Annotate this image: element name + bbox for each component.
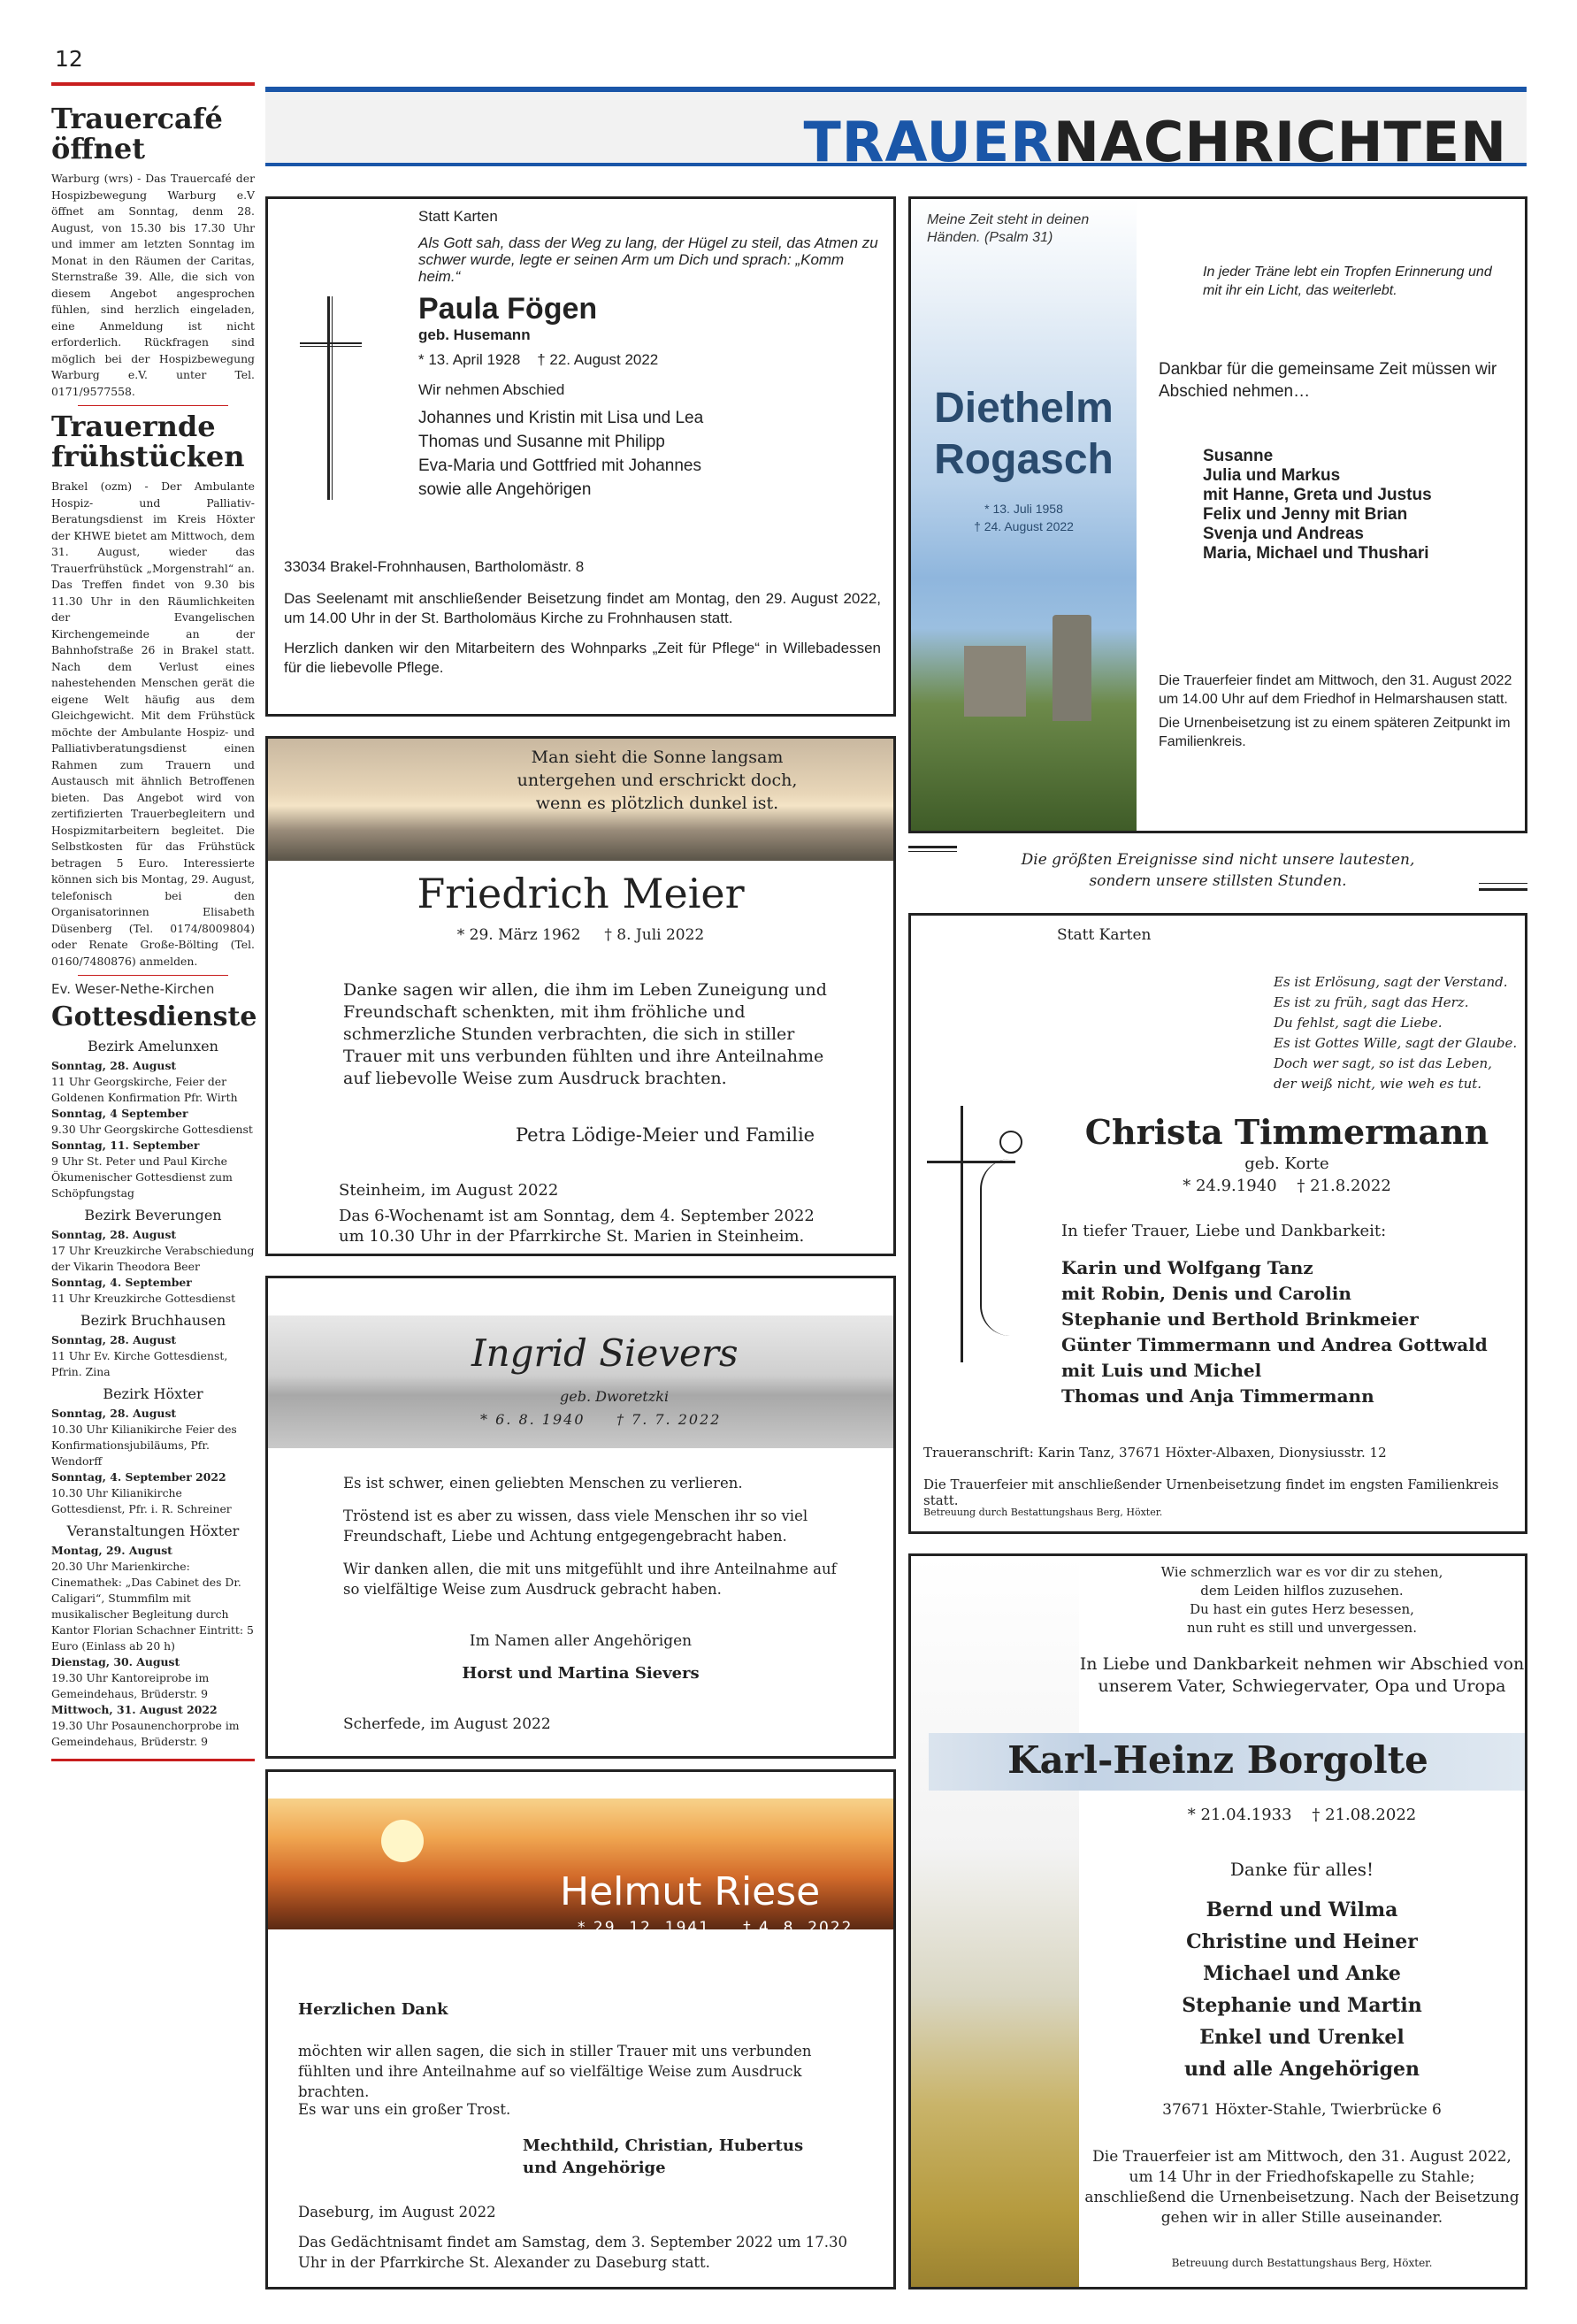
family-member: Eva-Maria und Gottfried mit Johannes [418,456,701,475]
family-member: Enkel und Urenkel [1199,2026,1405,2049]
deceased-name: Paula Fögen [418,292,598,326]
obituary-paula-foegen [265,196,896,717]
service-date: Dienstag, 30. August [51,1655,180,1668]
obituary-friedrich-meier [265,736,896,1256]
sidebar-article-3-title: Gottesdienste [51,1001,257,1032]
family-member: Thomas und Susanne mit Philipp [418,433,665,451]
deceased-name: Karl-Heinz Borgolte [1007,1738,1428,1782]
birth-date: * 13. Juli 1958 [984,502,1063,516]
family-list [1079,1894,1525,2085]
sidebar-article-1-text: Warburg (wrs) - Das Trauercafé der Hospizbewegung Warburg e.V öffnet am Sonntag, denm 28. August, von 15.30 bis 17.30 Uhr und immer am letzten Sonntag im Monat in den Räumen der Caritas, Sternstraße 39. Alle, die sich von diesem Angebot angesprochen fühlen, sind herzlich eingeladen, eine Anmeldung ist nicht erforderlich. Rückfragen sind möglich bei der Hospizbewegung Warburg e.V. unter Tel. 0171/9577558. [51,172,255,398]
district-heading: Bezirk Höxter [103,1385,203,1402]
service-entry [51,1543,255,1654]
page-number: 12 [55,46,83,72]
cross-with-rose-icon [927,1106,1033,1362]
verse-line: dem Leiden hilflos zuzusehen. [1200,1583,1404,1599]
service-info: Die Trauerfeier mit anschließender Urnenbeisetzung findet im engsten Familienkreis statt. [923,1476,1499,1508]
district-heading: Bezirk Amelunxen [88,1038,218,1055]
family-member: und alle Angehörigen [1183,2058,1420,2081]
life-dates: * 21.04.1933 † 21.08.2022 [1187,1806,1417,1824]
service-entry [51,1227,255,1275]
signature: Horst und Martina Sievers [462,1664,700,1683]
district-heading: Bezirk Beverungen [84,1207,222,1223]
cross-icon [300,296,362,500]
family-list [1203,447,1521,564]
church-service-list [51,1038,255,1750]
sidebar-article-2-title: Trauernde frühstücken [51,410,245,473]
section-title: TRAUERNACHRICHTEN [803,110,1507,174]
sidebar-article-1-title: Trauercafé öffnet [51,102,223,165]
family-list [1061,1255,1521,1409]
service-date: Sonntag, 4 September [51,1107,188,1120]
verse-line: Du hast ein gutes Herz besessen, [1190,1601,1414,1617]
birth-name: geb. Korte [1244,1154,1329,1173]
sidebar-kicker: Ev. Weser-Nethe-Kirchen [51,981,215,997]
birth-name: geb. Husemann [418,326,531,343]
service-entry [51,1332,255,1380]
service-date: Sonntag, 28. August [51,1059,177,1072]
intro-line: In Liebe und Dankbarkeit nehmen wir Abschied von unserem Vater, Schwiegervater, Opa und Uropa [1079,1654,1525,1696]
service-date: Sonntag, 11. September [51,1139,200,1152]
service-entry [51,1275,255,1307]
service-entry [51,1654,255,1702]
verse-line: Es ist zu früh, sagt das Herz. [1274,994,1469,1010]
deceased-name: Ingrid Sievers [471,1331,739,1375]
family-member: Stephanie und Berthold Brinkmeier [1061,1308,1419,1330]
death-date: † 24. August 2022 [974,519,1074,533]
service-entry [51,1469,255,1517]
statt-karten: Statt Karten [418,208,498,225]
service-info: Das Seelenamt mit anschließender Beisetzung findet am Montag, den 29. August 2022, um 14.00 Uhr in der St. Bartholomäus Kirche zu Frohnhausen statt. [284,590,881,626]
service-entry [51,1406,255,1469]
service-text: 9.30 Uhr Georgskirche Gottesdienst [51,1123,253,1136]
sidebar [51,82,255,2289]
obituary-christa-timmermann [908,913,1527,1534]
service-text: 11 Uhr Ev. Kirche Gottesdienst, Pfrin. Zina [51,1349,228,1378]
name-first: Diethelm [934,385,1114,432]
statt-karten: Statt Karten [1057,926,1152,944]
service-text: 11 Uhr Georgskirche, Feier der Goldenen Konfirmation Pfr. Wirth [51,1075,238,1104]
service-date: Sonntag, 28. August [51,1333,177,1346]
address: 33034 Brakel-Frohnhausen, Bartholomästr. 8 [284,558,585,575]
service-info: Die Trauerfeier ist am Mittwoch, den 31. August 2022, um 14 Uhr in der Friedhofskapelle zu Stahle; anschließend die Urnenbeisetzung. Nach der Beisetzung gehen wir in aller Stille auseinander. [1084,2148,1520,2227]
urn-info: Die Urnenbeisetzung ist zu einem späteren Zeitpunkt im Familienkreis. [1159,716,1511,749]
place-date: Daseburg, im August 2022 [298,2204,496,2220]
comfort-line: Es war uns ein großer Trost. [298,2101,511,2118]
life-dates: * 29. März 1962 † 8. Juli 2022 [456,926,705,944]
service-date: Montag, 29. August [51,1544,172,1557]
service-text: 17 Uhr Kreuzkirche Verabschiedung der Vikarin Theodora Beer [51,1244,255,1273]
family-member: Stephanie und Martin [1182,1994,1422,2017]
section-header [265,87,1527,174]
address: 37671 Höxter-Stahle, Twierbrücke 6 [1162,2101,1442,2119]
text-3: Wir danken allen, die mit uns mitgefühlt und ihre Anteilnahme auf so vielfältige Weise zum Ausdruck gebracht haben. [343,1561,837,1598]
thanks-text: Danke sagen wir allen, die ihm im Leben Zuneigung und Freundschaft schenkten, mit ihm fröhliche und schmerzliche Stunden verbrachten, die sich in stiller Trauer mit uns verbunden fühlten und ihre Anteilnahme auf liebevolle Weise zum Ausdruck brachten. [343,980,827,1088]
family-member: mit Hanne, Greta und Justus [1203,486,1432,504]
sidebar-article-2-text: Brakel (ozm) - Der Ambulante Hospiz- und Palliativ-Beratungsdienst im Kreis Höxter der KHWE bietet am Mittwoch, dem 31. August, wieder das Trauerfrühstück „Morgenstrahl“ an. Das Treffen findet von 9.30 bis 11.30 Uhr in den Räumlichkeiten der Evangelischen Kirchengemeinde an der Bahnhofstraße 26 in Brakel statt. Nach dem Verlust eines nahestehenden Menschen gerät die eigene Welt häufig aus dem Gleichgewicht. Mit dem Frühstück möchte der Ambulante Hospiz- und Palliativberatungsdienst einen Rahmen zum Trauern und Austausch mit ähnlich Betroffenen bieten. Das Angebot wird von zertifizierten Trauerbegleitern und Hospizmitarbeitern begleitet. Die Selbstkosten für das Frühstück betragen 5 Euro. Interessierte können sich bis Montag, 29. August, telefonisch bei den Organisatorinnen Elisabeth Düsenberg (Tel. 0174/8009804) oder Renate Große-Bölting (Tel. 0160/7480876) anmelden. [51,479,255,968]
service-entry [51,1058,255,1106]
family-member: Michael und Anke [1203,1962,1401,1985]
obituary-ingrid-sievers [265,1276,896,1759]
family-list [418,406,878,502]
service-entry [51,1138,255,1201]
text-2: Tröstend ist es aber zu wissen, dass viele Menschen ihr so viel Freundschaft, Liebe und Achtung entgegengebracht haben. [343,1507,808,1545]
signature: Petra Lödige-Meier und Familie [516,1124,815,1146]
mourning-address: Traueranschrift: Karin Tanz, 37671 Höxter-Albaxen, Dionysiusstr. 12 [923,1445,1387,1461]
verse-line: Wie schmerzlich war es vor dir zu stehen, [1160,1564,1443,1580]
deceased-name: Helmut Riese [560,1869,821,1914]
family-member: Svenja und Andreas [1203,525,1364,543]
verse: Als Gott sah, dass der Weg zu lang, der Hügel zu steil, das Atmen zu schwer wurde, legte er seinen Arm um Dich und sprach: „Komm heim.“ [418,234,878,285]
service-date: Sonntag, 28. August [51,1228,177,1241]
undertaker: Betreuung durch Bestattungshaus Berg, Höxter. [923,1507,1163,1518]
life-dates: * 24.9.1940 † 21.8.2022 [1183,1177,1391,1195]
birth-name: geb. Dworetzki [560,1388,670,1405]
verse-line: Du fehlst, sagt die Liebe. [1274,1015,1443,1031]
family-member: Bernd und Wilma [1206,1898,1398,1921]
requiem-info: Das 6-Wochenamt ist am Sonntag, dem 4. September 2022 um 10.30 Uhr in der Pfarrkirche St. Marien in Steinheim. [339,1207,815,1246]
cross-light-photo [911,1556,1079,2287]
service-text: 19.30 Uhr Posaunenchorprobe im Gemeindehaus, Brüderstr. 9 [51,1719,240,1748]
verse-line: Es ist Erlösung, sagt der Verstand. [1274,974,1508,990]
family-member: mit Luis und Michel [1061,1360,1262,1381]
family-member: Maria, Michael und Thushari [1203,544,1429,563]
name-last: Rogasch [934,436,1114,483]
family-member: sowie alle Angehörigen [418,480,592,499]
place-date: Scherfede, im August 2022 [343,1715,551,1733]
deceased-name: Friedrich Meier [417,870,745,917]
service-text: 19.30 Uhr Kantoreiprobe im Gemeindehaus, Brüderstr. 9 [51,1671,210,1700]
service-date: Sonntag, 4. September 2022 [51,1470,226,1484]
service-date: Mittwoch, 31. August 2022 [51,1703,218,1716]
district-heading: Bezirk Bruchhausen [80,1312,226,1329]
family-member: Susanne [1203,447,1274,465]
family-member: mit Robin, Denis und Carolin [1061,1283,1351,1304]
family-member: Julia und Markus [1203,466,1341,485]
obituary-karl-heinz-borgolte [908,1553,1527,2289]
thanks-line: Dankbar für die gemeinsame Zeit müssen wir Abschied nehmen… [1159,360,1497,401]
life-dates: * 13. April 1928 † 22. August 2022 [418,351,659,368]
memorial-info: Das Gedächtnisamt findet am Samstag, dem 3. September 2022 um 17.30 Uhr in der Pfarrkirche St. Alexander zu Daseburg statt. [298,2234,848,2271]
service-entry [51,1702,255,1750]
signature-intro: Im Namen aller Angehörigen [469,1632,693,1650]
farewell-line: Wir nehmen Abschied [418,381,565,398]
service-text: 10.30 Uhr Kilianikirche Feier des Konfirmationsjubiläums, Pfr. Wendorff [51,1423,237,1468]
thanks-info: Herzlich danken wir den Mitarbeitern des Wohnparks „Zeit für Pflege“ in Willebadessen für die liebevolle Pflege. [284,640,881,676]
service-text: 9 Uhr St. Peter und Paul Kirche Ökumenischer Gottesdienst zum Schöpfungstag [51,1154,233,1200]
family-member: Christine und Heiner [1186,1930,1418,1953]
family-member: Felix und Jenny mit Brian [1203,505,1408,524]
service-text: 10.30 Uhr Kilianikirche Gottesdienst, Pfr. i. R. Schreiner [51,1486,232,1515]
life-dates: * 6. 8. 1940 † 7. 7. 2022 [480,1411,722,1428]
thanks-text: möchten wir allen sagen, die sich in stiller Trauer mit uns verbunden fühlten und ihre Anteilnahme auf so vielfältige Weise zum Ausdruck brachten. [298,2043,812,2100]
text-1: Es ist schwer, einen geliebten Menschen zu verlieren. [343,1475,743,1492]
service-info: Die Trauerfeier findet am Mittwoch, den 31. August 2022 um 14.00 Uhr auf dem Friedhof in Helmarshausen statt. [1159,673,1512,707]
service-date: Sonntag, 4. September [51,1276,192,1289]
service-text: 20.30 Uhr Marienkirche: Cinemathek: „Das Cabinet des Dr. Caligari“, Stummfilm mit musikalischer Begleitung durch Kantor Florian Schachner Eintritt: 5 Euro (Einlass ab 20 h) [51,1560,254,1653]
life-dates: * 29. 12. 1941 † 4. 8. 2022 [578,1919,854,1937]
place-date: Steinheim, im August 2022 [339,1181,559,1200]
obituary-helmut-riese [265,1769,896,2289]
family-member: Karin und Wolfgang Tanz [1061,1257,1313,1278]
family-member: Günter Timmermann und Andrea Gottwald [1061,1334,1488,1355]
quote-block [908,840,1527,894]
district-heading: Veranstaltungen Höxter [66,1522,240,1539]
deceased-name: Christa Timmermann [1084,1112,1489,1152]
service-date: Sonntag, 28. August [51,1407,177,1420]
quote-text: Die größten Ereignisse sind nicht unsere lautesten, sondern unsere stillsten Stunden. [1021,851,1415,890]
verse [1274,972,1521,1094]
obituary-diethelm-rogasch [908,196,1527,833]
quote: In jeder Träne lebt ein Tropfen Erinnerung und mit ihr ein Licht, das weiterlebt. [1203,265,1492,298]
signature: Mechthild, Christian, Hubertus und Angehörige [523,2136,804,2177]
verse-line: nun ruht es still und unvergessen. [1187,1620,1417,1636]
service-entry [51,1106,255,1138]
verse: Man sieht die Sonne langsam untergehen und erschrickt doch, wenn es plötzlich dunkel ist. [517,748,798,813]
family-member: Thomas und Anja Timmermann [1061,1385,1374,1407]
family-member: Johannes und Kristin mit Lisa und Lea [418,409,704,427]
verse [1079,1563,1525,1638]
verse-line: Es ist Gottes Wille, sagt der Glaube. [1274,1035,1518,1051]
intro-line: In tiefer Trauer, Liebe und Dankbarkeit: [1061,1222,1387,1240]
undertaker: Betreuung durch Bestattungshaus Berg, Höxter. [1171,2257,1433,2269]
thanks-line: Danke für alles! [1229,1859,1374,1880]
psalm: Meine Zeit steht in deinen Händen. (Psalm 31) [927,212,1090,245]
verse-line: Doch wer sagt, so ist das Leben, [1274,1055,1492,1071]
service-text: 11 Uhr Kreuzkirche Gottesdienst [51,1292,236,1305]
verse-line: der weiß nicht, wie weh es tut. [1274,1076,1482,1092]
thanks-line: Herzlichen Dank [298,2000,448,2019]
